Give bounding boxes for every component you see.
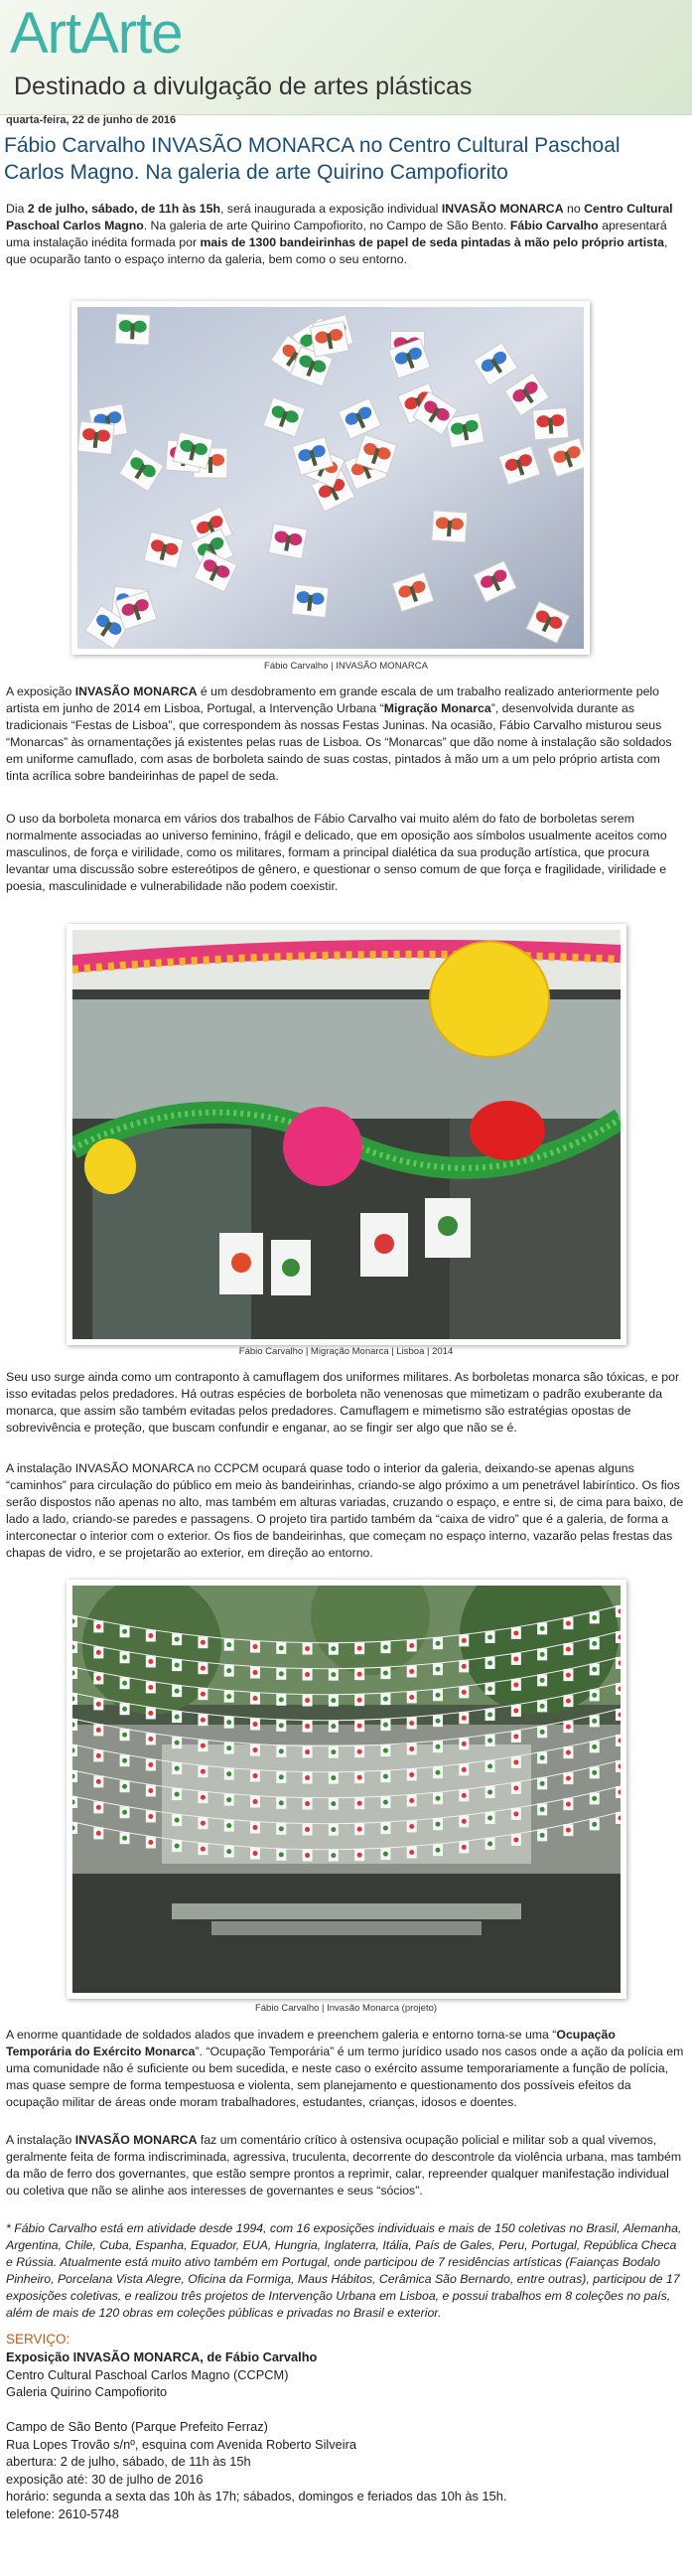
- service-line-hours: horário: segunda a sexta das 10h às 17h; sábados, domingos e feriados das 10h às 15h.: [6, 2489, 507, 2503]
- artwork-image-projeto[interactable]: [67, 1580, 626, 1999]
- caption-3: Fábio Carvalho | Invasão Monarca (projeto): [254, 2003, 438, 2014]
- artwork-image-lisboa[interactable]: [67, 924, 626, 1345]
- paragraph-comentario: A instalação INVASÃO MONARCA faz um comentário crítico à ostensiva ocupação policial e militar sob a qual vivemos, geralmente feita de forma indiscriminada, agressiva, truculenta, decorrente do descontrole da violência urbana, mas também da mão de ferro dos governantes, que estão sempre prontos a reprimir, calar, repreender qualquer manifestação individual ou coletiva que não se alinhe aos interesses de governantes e seus “sócios”.: [6, 2133, 682, 2197]
- service-info: [6, 2349, 684, 2522]
- butterfly-flags-photo: [77, 307, 584, 649]
- service-line-address: Rua Lopes Trovão s/nº, esquina com Avenida Roberto Silveira: [6, 2436, 357, 2452]
- paragraph-intro: Dia 2 de julho, sábado, de 11h às 15h, será inaugurada a exposição individual INVASÃO MONARCA no Centro Cultural Paschoal Carlos Magno. Na galeria de arte Quirino Campofiorito, no Campo de São Bento. Fábio Carvalho apresentará uma instalação inédita formada por mais de 1300 bandeirinhas de papel de seda pintadas à mão pelo próprio artista, que ocuparão tanto o espaço interno da galeria, bem como o seu entorno.: [6, 202, 673, 266]
- service-line-until: exposição até: 30 de julho de 2016: [6, 2471, 204, 2487]
- service-line-venue: Centro Cultural Paschoal Carlos Magno (CCPCM): [6, 2366, 289, 2382]
- paragraph-camuflagem: Seu uso surge ainda como um contraponto à camuflagem dos uniformes militares. As borboletas monarca são tóxicas, e por isso evitadas pelos predadores. Há outras espécies de borboleta não venenosas que mimetizam o padrão exuberante da monarca, que assim são também evitadas pelos predadores. Camuflagem e mimetismo são estratégias opostas de sobrevivência e proteção, que buscam confundir e enganar, ao se fingir ser algo que não se é.: [6, 1370, 680, 1435]
- artwork-image-invasao[interactable]: [71, 301, 590, 655]
- lisbon-lanterns-photo: [72, 930, 621, 1339]
- service-line-exhibition: Exposição INVASÃO MONARCA, de Fábio Carvalho: [6, 2349, 318, 2364]
- caption-2: Fábio Carvalho | Migração Monarca | Lisboa | 2014: [238, 1346, 454, 1357]
- paragraph-instalacao: A instalação INVASÃO MONARCA no CCPCM ocupará quase todo o interior da galeria, deixando-se apenas alguns “caminhos” para circulação do público em meio às bandeirinhas, criando-se algo próximo a um penetrável labiríntico. Os fios serão dispostos não apenas no alto, mas também em alturas variadas, cruzando o espaço, e entre si, de cima para baixo, de lado a lado, criando-se paredes e passagens. O projeto tira partido também da “caixa de vidro” que é a galeria, de forma a interconectar o interior com o exterior. Os fios de bandeirinhas, que começam no espaço interno, vazarão pelas frestas das chapas de vidro, e se projetarão ao exterior, em direção ao entorno.: [6, 1461, 684, 1560]
- service-line-phone: telefone: 2610-5748: [6, 2505, 119, 2521]
- paragraph-bio: * Fábio Carvalho está em atividade desde 1994, com 16 exposições individuais e mais de 150 coletivas no Brasil, Alemanha, Argentina, Chile, Cuba, Espanha, Equador, EUA, Hungria, Inglaterra, Itália, País de Gales, Peru, Portugal, República Checa e Rússia. Atualmente está muito ativo também em Portugal, onde participou de 7 residências artísticas (Faianças Bodalo Pinheiro, Porcelana Vista Alegre, Oficina da Formiga, Maus Hábitos, Cerâmica São Bernardo, entre outras), participou de 17 exposições coletivas, e realizou três projetos de Intervenção Urbana em Lisboa, e possui trabalhos em 8 coleções no país, além de mais de 120 obras em coleções públicas e privadas no Brasil e exterior.: [6, 2221, 682, 2320]
- gallery-project-photo: [72, 1586, 621, 1993]
- blog-header: [0, 0, 692, 115]
- post-date: quarta-feira, 22 de junho de 2016: [6, 114, 177, 126]
- blog-title[interactable]: ArtArte: [10, 1, 183, 66]
- service-line-spacer: [6, 2401, 684, 2419]
- paragraph-migracao: A exposição INVASÃO MONARCA é um desdobramento em grande escala de um trabalho realizado anteriormente pelo artista em junho de 2014 em Lisboa, Portugal, a Intervenção Urbana “Migração Monarca”, desenvolvida durante as tradicionais “Festas de Lisboa”, que correspondem às nossas Festas Juninas. Na ocasião, Fábio Carvalho misturou seus “Monarcas” às ornamentações já existentes pelas ruas de Lisboa. Os “Monarcas” que dão nome à instalação são soldados em uniforme camuflado, com asas de borboleta saindo de suas costas, pintados à mão um a um pelo próprio artista com tinta acrílica sobre bandeirinhas de papel de seda.: [6, 684, 672, 783]
- service-line-opening: abertura: 2 de julho, sábado, de 11h às 15h: [6, 2454, 251, 2469]
- service-heading: SERVIÇO:: [6, 2332, 70, 2347]
- caption-1: Fábio Carvalho | INVASÃO MONARCA: [264, 661, 428, 672]
- post-title[interactable]: Fábio Carvalho INVASÃO MONARCA no Centro Cultural Paschoal Carlos Magno. Na galeria de arte Quirino Campofiorito: [4, 134, 621, 184]
- paragraph-ocupacao: A enorme quantidade de soldados alados que invadem e preenchem galeria e entorno torna-se uma “Ocupação Temporária do Exército Monarca”. “Ocupação Temporária” é um termo jurídico usado nos casos onde a ação da polícia em uma comunidade não é suficiente ou bem sucedida, e neste caso o exército assume temporariamente a função de polícia, mas quase sempre de forma tempestuosa e violenta, sem planejamento e questionamento dos possíveis efeitos da ocupação militar de áreas onde moram trabalhadores, estudantes, crianças, idosos e doentes.: [6, 2028, 684, 2109]
- service-line-gallery: Galeria Quirino Campofiorito: [6, 2384, 168, 2399]
- blog-description: Destinado a divulgação de artes plásticas: [14, 73, 473, 100]
- paragraph-borboleta: O uso da borboleta monarca em vários dos trabalhos de Fábio Carvalho vai muito além do fato de borboletas serem normalmente associadas ao universo feminino, frágil e delicado, que em oposição aos símbolos usualmente aceitos como masculinos, de força e virilidade, como os militares, formam a principal dialética da sua produção artística, que procura levantar uma discussão sobre estereótipos de gênero, e questionar o senso comum de que força e fragilidade, virilidade e poesia, masculinidade e vulnerabilidade não podem coexistir.: [6, 812, 667, 893]
- service-line-location: Campo de São Bento (Parque Prefeito Ferraz): [6, 2419, 268, 2434]
